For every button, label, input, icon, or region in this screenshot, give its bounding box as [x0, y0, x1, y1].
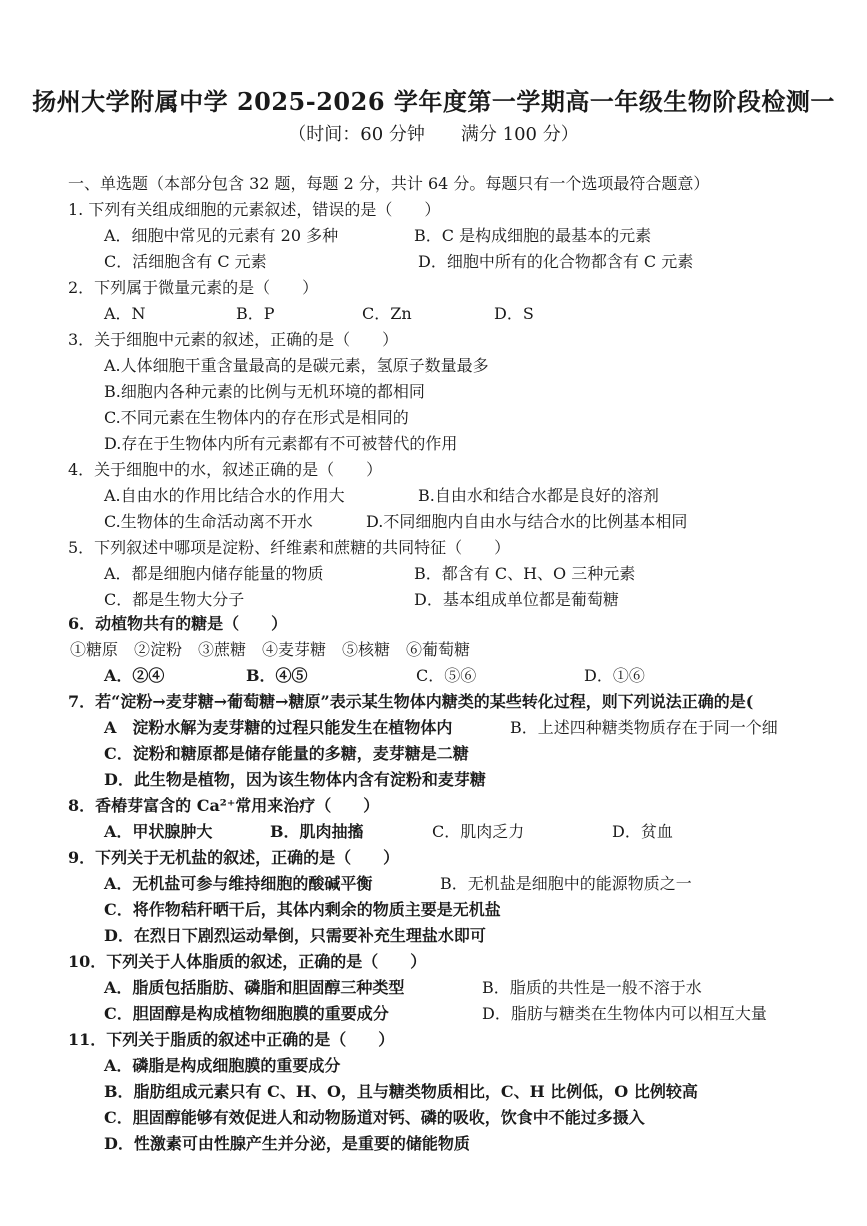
question-4-option-c: C.生物体的生命活动离不开水: [104, 512, 313, 531]
question-3-option-c: C.不同元素在生物体内的存在形式是相同的: [104, 408, 409, 427]
question-11-option-a: A．磷脂是构成细胞膜的重要成分: [104, 1056, 341, 1075]
question-2-option-a: A．N: [104, 304, 146, 323]
question-10-option-c: C．胆固醇是构成植物细胞膜的重要成分: [104, 1004, 389, 1023]
question-8-option-d: D．贫血: [612, 822, 673, 841]
question-1-option-a: A．细胞中常见的元素有 20 多种: [104, 226, 339, 245]
question-8-option-c: C．肌肉乏力: [432, 822, 525, 841]
question-11-stem: 11．下列关于脂质的叙述中正确的是（ ）: [68, 1030, 395, 1049]
question-5-option-b: B．都含有 C、H、O 三种元素: [414, 564, 636, 583]
section-heading: 一、单选题（本部分包含 32 题，每题 2 分，共计 64 分。每题只有一个选项最符合题意）: [68, 174, 710, 193]
question-5-stem: 5．下列叙述中哪项是淀粉、纤维素和蔗糖的共同特征（ ）: [68, 538, 511, 557]
question-6-items: ①糖原 ②淀粉 ③蔗糖 ④麦芽糖 ⑤核糖 ⑥葡萄糖: [70, 640, 471, 659]
question-5-option-d: D．基本组成单位都是葡萄糖: [414, 590, 619, 609]
question-6-option-d: D．①⑥: [584, 666, 645, 685]
question-7-option-c: C．淀粉和糖原都是储存能量的多糖，麦芽糖是二糖: [104, 744, 469, 763]
question-5-option-a: A．都是细胞内储存能量的物质: [104, 564, 324, 583]
exam-title: 扬州大学附属中学 2025-2026 学年度第一学期高一年级生物阶段检测一: [32, 87, 835, 116]
question-2-option-d: D．S: [494, 304, 534, 323]
question-9-option-b: B．无机盐是细胞中的能源物质之一: [440, 874, 692, 893]
question-1-option-d: D．细胞中所有的化合物都含有 C 元素: [418, 252, 694, 271]
question-10-option-a: A．脂质包括脂肪、磷脂和胆固醇三种类型: [104, 978, 405, 997]
question-11-option-b: B．脂肪组成元素只有 C、H、O，且与糖类物质相比，C、H 比例低，O 比例较高: [104, 1082, 698, 1101]
question-2-option-c: C．Zn: [362, 304, 412, 323]
question-2-option-b: B．P: [236, 304, 275, 323]
question-10-option-d: D．脂肪与糖类在生物体内可以相互大量: [482, 1004, 767, 1023]
question-9-option-c: C．将作物秸秆晒干后，其体内剩余的物质主要是无机盐: [104, 900, 501, 919]
question-7-option-b: B．上述四种糖类物质存在于同一个细: [510, 718, 778, 737]
question-2-stem: 2．下列属于微量元素的是（ ）: [68, 278, 319, 297]
question-3-option-d: D.存在于生物体内所有元素都有不可被替代的作用: [104, 434, 458, 453]
question-6-option-c: C．⑤⑥: [416, 666, 477, 685]
question-8-option-b: B．肌肉抽搐: [270, 822, 364, 841]
question-9-option-d: D．在烈日下剧烈运动晕倒，只需要补充生理盐水即可: [104, 926, 486, 945]
question-10-stem: 10．下列关于人体脂质的叙述，正确的是（ ）: [68, 952, 427, 971]
question-3-option-a: A.人体细胞干重含量最高的是碳元素，氢原子数量最多: [104, 356, 489, 375]
question-6-stem: 6．动植物共有的糖是（ ）: [68, 614, 288, 633]
question-3-option-b: B.细胞内各种元素的比例与无机环境的都相同: [104, 382, 425, 401]
exam-score: 满分 100 分）: [460, 124, 579, 145]
question-1-option-b: B．C 是构成细胞的最基本的元素: [414, 226, 652, 245]
exam-time: （时间：60 分钟: [288, 124, 425, 145]
question-7-option-d: D．此生物是植物，因为该生物体内含有淀粉和麦芽糖: [104, 770, 486, 789]
question-3-stem: 3．关于细胞中元素的叙述，正确的是（ ）: [68, 330, 399, 349]
question-6-option-a: A．②④: [104, 666, 165, 685]
question-1-option-c: C．活细胞含有 C 元素: [104, 252, 267, 271]
question-6-option-b: B．④⑤: [246, 666, 308, 685]
question-8-option-a: A．甲状腺肿大: [104, 822, 213, 841]
question-11-option-d: D．性激素可由性腺产生并分泌，是重要的储能物质: [104, 1134, 470, 1153]
question-10-option-b: B．脂质的共性是一般不溶于水: [482, 978, 702, 997]
question-4-stem: 4．关于细胞中的水，叙述正确的是（ ）: [68, 460, 383, 479]
question-4-option-a: A.自由水的作用比结合水的作用大: [104, 486, 345, 505]
question-7-stem: 7．若“淀粉→麦芽糖→葡萄糖→糖原”表示某生物体内糖类的某些转化过程，则下列说法正确的是(: [68, 692, 754, 711]
question-4-option-d: D.不同细胞内自由水与结合水的比例基本相同: [366, 512, 688, 531]
exam-subtitle: [0, 120, 867, 146]
question-1-stem: 1. 下列有关组成细胞的元素叙述，错误的是（ ）: [68, 200, 441, 219]
question-9-stem: 9．下列关于无机盐的叙述，正确的是（ ）: [68, 848, 400, 867]
question-5-option-c: C．都是生物大分子: [104, 590, 245, 609]
question-4-option-b: B.自由水和结合水都是良好的溶剂: [418, 486, 659, 505]
question-8-stem: 8．香椿芽富含的 Ca²⁺常用来治疗（ ）: [68, 796, 380, 815]
question-7-option-a: A 淀粉水解为麦芽糖的过程只能发生在植物体内: [104, 718, 453, 737]
question-11-option-c: C．胆固醇能够有效促进人和动物肠道对钙、磷的吸收，饮食中不能过多摄入: [104, 1108, 645, 1127]
question-9-option-a: A．无机盐可参与维持细胞的酸碱平衡: [104, 874, 373, 893]
